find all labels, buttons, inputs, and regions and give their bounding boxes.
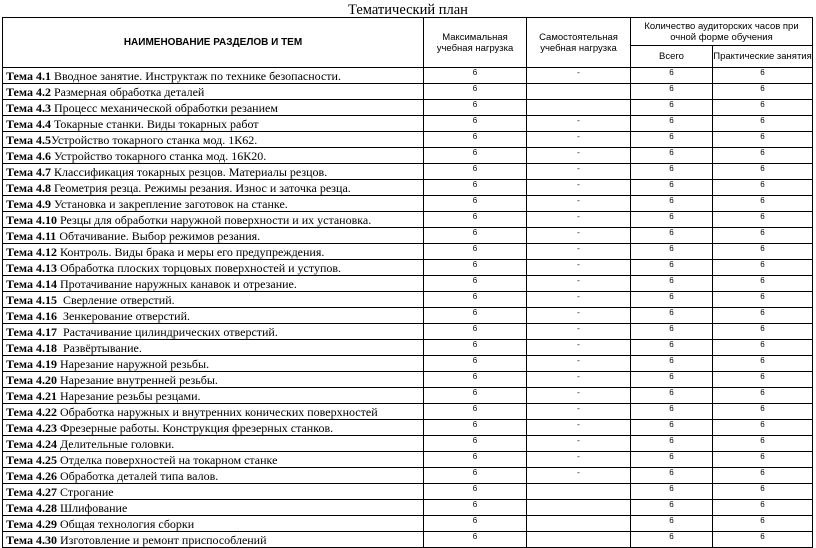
self-load-cell xyxy=(527,532,631,548)
max-load-cell: 6 xyxy=(424,164,527,180)
table-row xyxy=(3,244,813,260)
topic-number: Тема 4.13 xyxy=(6,261,57,275)
practical-hours-cell: 6 xyxy=(713,468,813,484)
topic-name-cell xyxy=(3,164,424,180)
table-row xyxy=(3,516,813,532)
max-load-cell: 6 xyxy=(424,500,527,516)
total-hours-cell: 6 xyxy=(631,116,713,132)
topic-title: Изготовление и ремонт приспособлений xyxy=(56,533,267,547)
self-load-cell: - xyxy=(527,196,631,212)
max-load-cell: 6 xyxy=(424,180,527,196)
max-load-cell: 6 xyxy=(424,468,527,484)
max-load-cell: 6 xyxy=(424,228,527,244)
max-load-cell: 6 xyxy=(424,532,527,548)
max-load-cell: 6 xyxy=(424,196,527,212)
topic-name-cell xyxy=(3,116,424,132)
practical-hours-cell: 6 xyxy=(713,260,813,276)
max-load-cell: 6 xyxy=(424,148,527,164)
topic-name-cell xyxy=(3,516,424,532)
self-load-cell: - xyxy=(527,372,631,388)
header-self-load: Самостоятельная учебная нагрузка xyxy=(527,18,631,68)
self-load-cell xyxy=(527,84,631,100)
practical-hours-cell: 6 xyxy=(713,532,813,548)
topic-name-cell xyxy=(3,500,424,516)
self-load-cell: - xyxy=(527,244,631,260)
topic-number: Тема 4.21 xyxy=(6,389,57,403)
topic-title: Классификация токарных резцов. Материалы резцов. xyxy=(50,165,328,179)
self-load-cell xyxy=(527,516,631,532)
table-row xyxy=(3,84,813,100)
topic-number: Тема 4.23 xyxy=(6,421,57,435)
practical-hours-cell: 6 xyxy=(713,244,813,260)
topic-title: Протачивание наружных канавок и отрезание. xyxy=(56,277,297,291)
topic-title: Устройство токарного станка мод. 16К20. xyxy=(50,149,267,163)
topic-number: Тема 4.28 xyxy=(6,501,57,515)
max-load-cell: 6 xyxy=(424,404,527,420)
topic-title: Геометрия резца. Режимы резания. Износ и заточка резца. xyxy=(50,181,351,195)
total-hours-cell: 6 xyxy=(631,436,713,452)
total-hours-cell: 6 xyxy=(631,324,713,340)
total-hours-cell: 6 xyxy=(631,404,713,420)
total-hours-cell: 6 xyxy=(631,468,713,484)
table-row xyxy=(3,116,813,132)
topic-name-cell xyxy=(3,324,424,340)
total-hours-cell: 6 xyxy=(631,276,713,292)
topic-number: Тема 4.30 xyxy=(6,533,57,547)
table-row xyxy=(3,68,813,84)
topic-title: Делительные головки. xyxy=(56,437,175,451)
table-row xyxy=(3,228,813,244)
table-row xyxy=(3,356,813,372)
practical-hours-cell: 6 xyxy=(713,196,813,212)
practical-hours-cell: 6 xyxy=(713,340,813,356)
topic-title: Устройство токарного станка мод. 1К62. xyxy=(50,133,258,147)
practical-hours-cell: 6 xyxy=(713,100,813,116)
self-load-cell: - xyxy=(527,228,631,244)
total-hours-cell: 6 xyxy=(631,196,713,212)
self-load-cell: - xyxy=(527,260,631,276)
header-name: НАИМЕНОВАНИЕ РАЗДЕЛОВ И ТЕМ xyxy=(3,18,424,68)
topic-number: Тема 4.22 xyxy=(6,405,57,419)
total-hours-cell: 6 xyxy=(631,164,713,180)
topic-title: Размерная обработка деталей xyxy=(50,85,205,99)
practical-hours-cell: 6 xyxy=(713,68,813,84)
topic-title: Контроль. Виды брака и меры его предупреждения. xyxy=(56,245,325,259)
practical-hours-cell: 6 xyxy=(713,132,813,148)
max-load-cell: 6 xyxy=(424,436,527,452)
self-load-cell xyxy=(527,484,631,500)
practical-hours-cell: 6 xyxy=(713,164,813,180)
topic-name-cell xyxy=(3,276,424,292)
topic-name-cell xyxy=(3,388,424,404)
max-load-cell: 6 xyxy=(424,116,527,132)
topic-number: Тема 4.11 xyxy=(6,229,57,243)
self-load-cell: - xyxy=(527,436,631,452)
topic-number: Тема 4.27 xyxy=(6,485,57,499)
topic-number: Тема 4.4 xyxy=(6,117,51,131)
practical-hours-cell: 6 xyxy=(713,308,813,324)
table-row xyxy=(3,388,813,404)
total-hours-cell: 6 xyxy=(631,68,713,84)
topic-name-cell xyxy=(3,468,424,484)
table-row xyxy=(3,532,813,548)
topic-number: Тема 4.14 xyxy=(6,277,57,291)
topic-number: Тема 4.6 xyxy=(6,149,51,163)
max-load-cell: 6 xyxy=(424,452,527,468)
max-load-cell: 6 xyxy=(424,292,527,308)
topic-name-cell xyxy=(3,484,424,500)
topic-title: Нарезание наружной резьбы. xyxy=(56,357,210,371)
self-load-cell: - xyxy=(527,276,631,292)
max-load-cell: 6 xyxy=(424,68,527,84)
max-load-cell: 6 xyxy=(424,244,527,260)
max-load-cell: 6 xyxy=(424,340,527,356)
header-max-load: Максимальная учебная нагрузка xyxy=(424,18,527,68)
topic-title: Процесс механической обработки резанием xyxy=(50,101,278,115)
total-hours-cell: 6 xyxy=(631,132,713,148)
total-hours-cell: 6 xyxy=(631,532,713,548)
table-row xyxy=(3,308,813,324)
topic-name-cell xyxy=(3,148,424,164)
practical-hours-cell: 6 xyxy=(713,276,813,292)
total-hours-cell: 6 xyxy=(631,84,713,100)
max-load-cell: 6 xyxy=(424,516,527,532)
self-load-cell: - xyxy=(527,356,631,372)
practical-hours-cell: 6 xyxy=(713,452,813,468)
table-row xyxy=(3,260,813,276)
self-load-cell: - xyxy=(527,180,631,196)
max-load-cell: 6 xyxy=(424,356,527,372)
topic-name-cell xyxy=(3,212,424,228)
topic-name-cell xyxy=(3,244,424,260)
topic-number: Тема 4.2 xyxy=(6,85,51,99)
total-hours-cell: 6 xyxy=(631,228,713,244)
topic-title: Обтачивание. Выбор режимов резания. xyxy=(56,229,261,243)
self-load-cell: - xyxy=(527,292,631,308)
topic-number: Тема 4.19 xyxy=(6,357,57,371)
self-load-cell: - xyxy=(527,308,631,324)
topic-name-cell xyxy=(3,532,424,548)
max-load-cell: 6 xyxy=(424,84,527,100)
practical-hours-cell: 6 xyxy=(713,404,813,420)
topic-number: Тема 4.18 xyxy=(6,341,57,355)
total-hours-cell: 6 xyxy=(631,308,713,324)
self-load-cell: - xyxy=(527,68,631,84)
self-load-cell: - xyxy=(527,132,631,148)
table-body xyxy=(3,68,813,548)
self-load-cell: - xyxy=(527,404,631,420)
table-row xyxy=(3,212,813,228)
topic-name-cell xyxy=(3,404,424,420)
topic-name-cell xyxy=(3,340,424,356)
practical-hours-cell: 6 xyxy=(713,116,813,132)
max-load-cell: 6 xyxy=(424,324,527,340)
max-load-cell: 6 xyxy=(424,132,527,148)
self-load-cell: - xyxy=(527,164,631,180)
self-load-cell xyxy=(527,100,631,116)
topic-title: Обработка наружных и внутренних конических поверхностей xyxy=(56,405,378,419)
practical-hours-cell: 6 xyxy=(713,372,813,388)
table-row xyxy=(3,436,813,452)
total-hours-cell: 6 xyxy=(631,420,713,436)
topic-title: Развёртывание. xyxy=(56,341,142,355)
topic-number: Тема 4.29 xyxy=(6,517,57,531)
self-load-cell: - xyxy=(527,452,631,468)
table-row xyxy=(3,148,813,164)
practical-hours-cell: 6 xyxy=(713,500,813,516)
topic-title: Токарные станки. Виды токарных работ xyxy=(50,117,259,131)
total-hours-cell: 6 xyxy=(631,516,713,532)
table-row xyxy=(3,404,813,420)
table-row xyxy=(3,452,813,468)
topic-number: Тема 4.10 xyxy=(6,213,57,227)
total-hours-cell: 6 xyxy=(631,180,713,196)
table-row xyxy=(3,132,813,148)
header-aud-hours: Количество аудиторских часов при очной форме обучения xyxy=(631,18,813,46)
topic-number: Тема 4.25 xyxy=(6,453,57,467)
topic-number: Тема 4.1 xyxy=(6,69,51,83)
table-row xyxy=(3,292,813,308)
table-row xyxy=(3,340,813,356)
total-hours-cell: 6 xyxy=(631,212,713,228)
max-load-cell: 6 xyxy=(424,388,527,404)
max-load-cell: 6 xyxy=(424,484,527,500)
topic-number: Тема 4.20 xyxy=(6,373,57,387)
total-hours-cell: 6 xyxy=(631,244,713,260)
table-row xyxy=(3,324,813,340)
topic-number: Тема 4.3 xyxy=(6,101,51,115)
self-load-cell: - xyxy=(527,212,631,228)
self-load-cell xyxy=(527,500,631,516)
total-hours-cell: 6 xyxy=(631,356,713,372)
topic-number: Тема 4.17 xyxy=(6,325,57,339)
total-hours-cell: 6 xyxy=(631,148,713,164)
practical-hours-cell: 6 xyxy=(713,356,813,372)
max-load-cell: 6 xyxy=(424,276,527,292)
topic-title: Зенкерование отверстий. xyxy=(56,309,191,323)
topic-number: Тема 4.16 xyxy=(6,309,57,323)
practical-hours-cell: 6 xyxy=(713,180,813,196)
topic-title: Растачивание цилиндрических отверстий. xyxy=(56,325,278,339)
max-load-cell: 6 xyxy=(424,372,527,388)
self-load-cell: - xyxy=(527,388,631,404)
topic-number: Тема 4.15 xyxy=(6,293,57,307)
topic-name-cell xyxy=(3,228,424,244)
max-load-cell: 6 xyxy=(424,420,527,436)
total-hours-cell: 6 xyxy=(631,340,713,356)
self-load-cell: - xyxy=(527,324,631,340)
thematic-plan-table xyxy=(2,17,813,548)
total-hours-cell: 6 xyxy=(631,260,713,276)
topic-name-cell xyxy=(3,308,424,324)
table-row xyxy=(3,420,813,436)
topic-name-cell xyxy=(3,132,424,148)
header-total: Всего xyxy=(631,46,713,68)
topic-number: Тема 4.8 xyxy=(6,181,51,195)
total-hours-cell: 6 xyxy=(631,292,713,308)
table-row xyxy=(3,276,813,292)
practical-hours-cell: 6 xyxy=(713,388,813,404)
table-row xyxy=(3,180,813,196)
practical-hours-cell: 6 xyxy=(713,420,813,436)
topic-title: Резцы для обработки наружной поверхности и их установка. xyxy=(56,213,372,227)
practical-hours-cell: 6 xyxy=(713,516,813,532)
topic-number: Тема 4.24 xyxy=(6,437,57,451)
topic-name-cell xyxy=(3,180,424,196)
topic-number: Тема 4.26 xyxy=(6,469,57,483)
topic-number: Тема 4.12 xyxy=(6,245,57,259)
topic-title: Установка и закрепление заготовок на станке. xyxy=(50,197,288,211)
topic-name-cell xyxy=(3,436,424,452)
topic-name-cell xyxy=(3,452,424,468)
max-load-cell: 6 xyxy=(424,308,527,324)
topic-title: Нарезание внутренней резьбы. xyxy=(56,373,218,387)
topic-name-cell xyxy=(3,292,424,308)
practical-hours-cell: 6 xyxy=(713,148,813,164)
total-hours-cell: 6 xyxy=(631,500,713,516)
total-hours-cell: 6 xyxy=(631,452,713,468)
topic-title: Вводное занятие. Инструктаж по технике безопасности. xyxy=(50,69,341,83)
topic-title: Шлифование xyxy=(56,501,128,515)
topic-name-cell xyxy=(3,100,424,116)
self-load-cell: - xyxy=(527,420,631,436)
topic-name-cell xyxy=(3,356,424,372)
topic-name-cell xyxy=(3,372,424,388)
topic-title: Нарезание резьбы резцами. xyxy=(56,389,201,403)
page-title: Тематический план xyxy=(348,2,468,18)
practical-hours-cell: 6 xyxy=(713,324,813,340)
topic-name-cell xyxy=(3,420,424,436)
practical-hours-cell: 6 xyxy=(713,228,813,244)
topic-name-cell xyxy=(3,84,424,100)
table-row xyxy=(3,196,813,212)
table-row xyxy=(3,164,813,180)
table-row xyxy=(3,100,813,116)
total-hours-cell: 6 xyxy=(631,372,713,388)
topic-number: Тема 4.9 xyxy=(6,197,51,211)
self-load-cell: - xyxy=(527,148,631,164)
topic-title: Фрезерные работы. Конструкция фрезерных станков. xyxy=(56,421,334,435)
header-practical: Практические занятия xyxy=(713,46,813,68)
topic-title: Строгание xyxy=(56,485,114,499)
practical-hours-cell: 6 xyxy=(713,84,813,100)
total-hours-cell: 6 xyxy=(631,100,713,116)
topic-title: Обработка деталей типа валов. xyxy=(56,469,219,483)
self-load-cell: - xyxy=(527,340,631,356)
practical-hours-cell: 6 xyxy=(713,436,813,452)
total-hours-cell: 6 xyxy=(631,388,713,404)
self-load-cell: - xyxy=(527,468,631,484)
table-row xyxy=(3,468,813,484)
max-load-cell: 6 xyxy=(424,100,527,116)
table-row xyxy=(3,500,813,516)
self-load-cell: - xyxy=(527,116,631,132)
topic-name-cell xyxy=(3,260,424,276)
topic-name-cell xyxy=(3,196,424,212)
practical-hours-cell: 6 xyxy=(713,212,813,228)
topic-title: Отделка поверхностей на токарном станке xyxy=(56,453,278,467)
practical-hours-cell: 6 xyxy=(713,292,813,308)
topic-title: Общая технология сборки xyxy=(56,517,195,531)
topic-number: Тема 4.7 xyxy=(6,165,51,179)
topic-title: Обработка плоских торцовых поверхностей и уступов. xyxy=(56,261,342,275)
table-row xyxy=(3,372,813,388)
topic-name-cell xyxy=(3,68,424,84)
total-hours-cell: 6 xyxy=(631,484,713,500)
topic-number: Тема 4.5 xyxy=(6,133,51,147)
max-load-cell: 6 xyxy=(424,260,527,276)
max-load-cell: 6 xyxy=(424,212,527,228)
table-row xyxy=(3,484,813,500)
practical-hours-cell: 6 xyxy=(713,484,813,500)
topic-title: Сверление отверстий. xyxy=(56,293,175,307)
